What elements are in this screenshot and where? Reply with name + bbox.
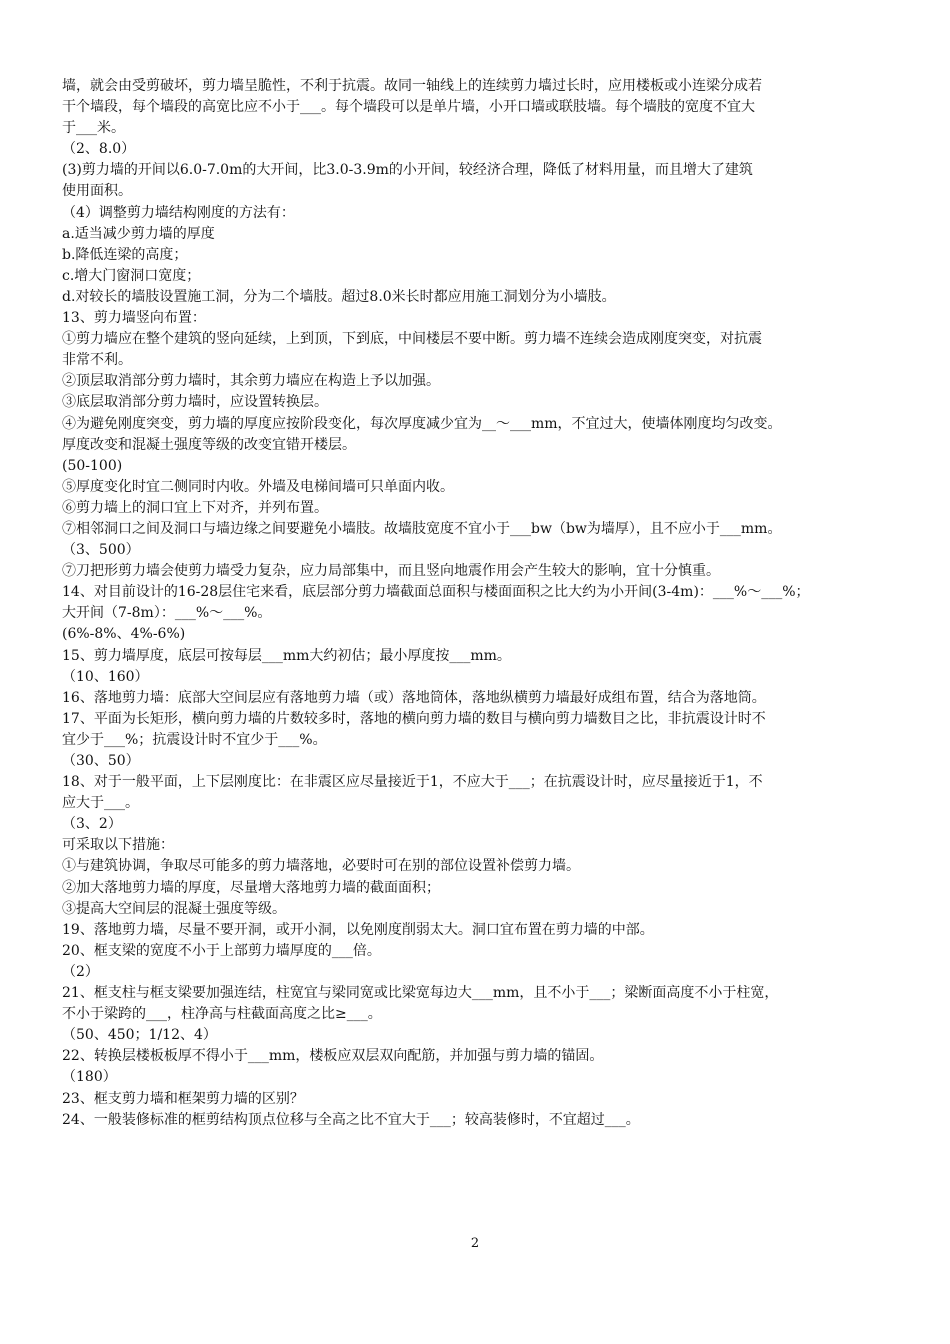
answer-line: （3、2） <box>62 816 122 833</box>
text-line: d.对较长的墙肢设置施工洞，分为二个墙肢。超过8.0米长时都应用施工洞划分为小墙肢。 <box>62 288 616 305</box>
answer-line: (50-100) <box>62 457 123 474</box>
text-line: ③提高大空间层的混凝土强度等级。 <box>62 900 286 917</box>
text-line: b.降低连梁的高度； <box>62 246 188 263</box>
text-line: ④为避免刚度突变，剪力墙的厚度应按阶段变化，每次厚度减少宜为__～___mm，不宜过大，使墙体刚度均匀改变。 <box>62 415 782 432</box>
answer-line: （180） <box>62 1069 117 1086</box>
text-line: 23、框支剪力墙和框架剪力墙的区别？ <box>62 1090 304 1107</box>
answer-line: （2、8.0） <box>62 141 136 158</box>
text-line: 宜少于___%；抗震设计时不宜少于___%。 <box>62 731 327 748</box>
answer-line: （2） <box>62 963 99 980</box>
answer-line: (6%-8%、4%-6%) <box>62 626 186 643</box>
text-line: ③底层取消部分剪力墙时，应设置转换层。 <box>62 394 328 411</box>
answer-line: （3、500） <box>62 542 140 559</box>
text-line: ⑤厚度变化时宜二侧同时内收。外墙及电梯间墙可只单面内收。 <box>62 478 454 495</box>
text-line: 20、框支梁的宽度不小于上部剪力墙厚度的___倍。 <box>62 942 381 959</box>
text-line: ⑦相邻洞口之间及洞口与墙边缘之间要避免小墙肢。故墙肢宽度不宜小于___bw（bw为墙厚），且不应小于___mm。 <box>62 520 782 537</box>
text-line: a.适当减少剪力墙的厚度 <box>62 225 215 242</box>
text-line: 15、剪力墙厚度，底层可按每层___mm大约初估；最小厚度按___mm。 <box>62 647 511 664</box>
text-line: 19、落地剪力墙，尽量不要开洞，或开小洞，以免刚度削弱太大。洞口宜布置在剪力墙的中部。 <box>62 921 654 938</box>
section-heading: 13、剪力墙竖向布置： <box>62 310 206 327</box>
text-line: ②顶层取消部分剪力墙时，其余剪力墙应在构造上予以加强。 <box>62 373 440 390</box>
text-line: 18、对于一般平面，上下层刚度比：在非震区应尽量接近于1，不应大于___；在抗震设计时，应尽量接近于1，不 <box>62 774 763 791</box>
text-line: 墙，就会由受剪破坏，剪力墙呈脆性，不利于抗震。故同一轴线上的连续剪力墙过长时，应用楼板或小连梁分成若 <box>62 78 762 94</box>
text-line: 厚度改变和混凝土强度等级的改变宜错开楼层。 <box>62 436 356 453</box>
text-line: 大开间（7-8m）：___%～___%。 <box>62 605 272 622</box>
answer-line: （30、50） <box>62 753 140 769</box>
text-line: 于___米。 <box>62 120 125 137</box>
text-line: ⑥剪力墙上的洞口宜上下对齐，并列布置。 <box>62 499 328 516</box>
text-line: ②加大落地剪力墙的厚度，尽量增大落地剪力墙的截面面积； <box>62 879 440 896</box>
text-line: 可采取以下措施： <box>62 837 174 854</box>
text-line: 干个墙段，每个墙段的高宽比应不小于___。每个墙段可以是单片墙，小开口墙或联肢墙。每个墙肢的宽度不宜大 <box>62 99 755 116</box>
text-line: ⑦刀把形剪力墙会使剪力墙受力复杂，应力局部集中，而且竖向地震作用会产生较大的影响，宜十分慎重。 <box>62 563 720 580</box>
text-line: （4）调整剪力墙结构刚度的方法有： <box>62 204 295 221</box>
text-line: 非常不利。 <box>62 352 132 369</box>
text-line: 应大于___。 <box>62 795 139 812</box>
text-line: 24、一般装修标准的框剪结构顶点位移与全高之比不宜大于___；较高装修时，不宜超过___。 <box>62 1111 640 1128</box>
answer-line: （50、450；1/12、4） <box>62 1027 217 1044</box>
text-line: 不小于梁跨的___，柱净高与柱截面高度之比≥___。 <box>62 1006 382 1023</box>
text-line: ①与建筑协调，争取尽可能多的剪力墙落地，必要时可在别的部位设置补偿剪力墙。 <box>62 858 580 875</box>
text-line: 17、平面为长矩形，横向剪力墙的片数较多时，落地的横向剪力墙的数目与横向剪力墙数目之比，非抗震设计时不 <box>62 710 766 727</box>
text-line: ①剪力墙应在整个建筑的竖向延续，上到顶，下到底，中间楼层不要中断。剪力墙不连续会造成刚度突变，对抗震 <box>62 331 762 348</box>
text-line: 14、对目前设计的16-28层住宅来看，底层部分剪力墙截面总面积与楼面面积之比大约为小开间(3-4m)：___%～___%； <box>62 584 810 601</box>
text-line: 使用面积。 <box>62 183 132 200</box>
text-line: 22、转换层楼板板厚不得小于___mm，楼板应双层双向配筋，并加强与剪力墙的锚固。 <box>62 1048 604 1065</box>
document-body <box>62 76 892 1131</box>
text-line: (3)剪力墙的开间以6.0-7.0m的大开间，比3.0-3.9m的小开间，较经济合理，降低了材料用量，而且增大了建筑 <box>62 162 753 179</box>
text-line: 16、落地剪力墙：底部大空间层应有落地剪力墙（或）落地筒体，落地纵横剪力墙最好成组布置，结合为落地筒。 <box>62 689 766 706</box>
answer-line: （10、160） <box>62 668 149 685</box>
text-line: 21、框支柱与框支梁要加强连结，柱宽宜与梁同宽或比梁宽每边大___mm，且不小于___；梁断面高度不小于柱宽， <box>62 985 779 1002</box>
page-number: 2 <box>470 1236 480 1251</box>
text-line: c.增大门窗洞口宽度； <box>62 267 201 284</box>
